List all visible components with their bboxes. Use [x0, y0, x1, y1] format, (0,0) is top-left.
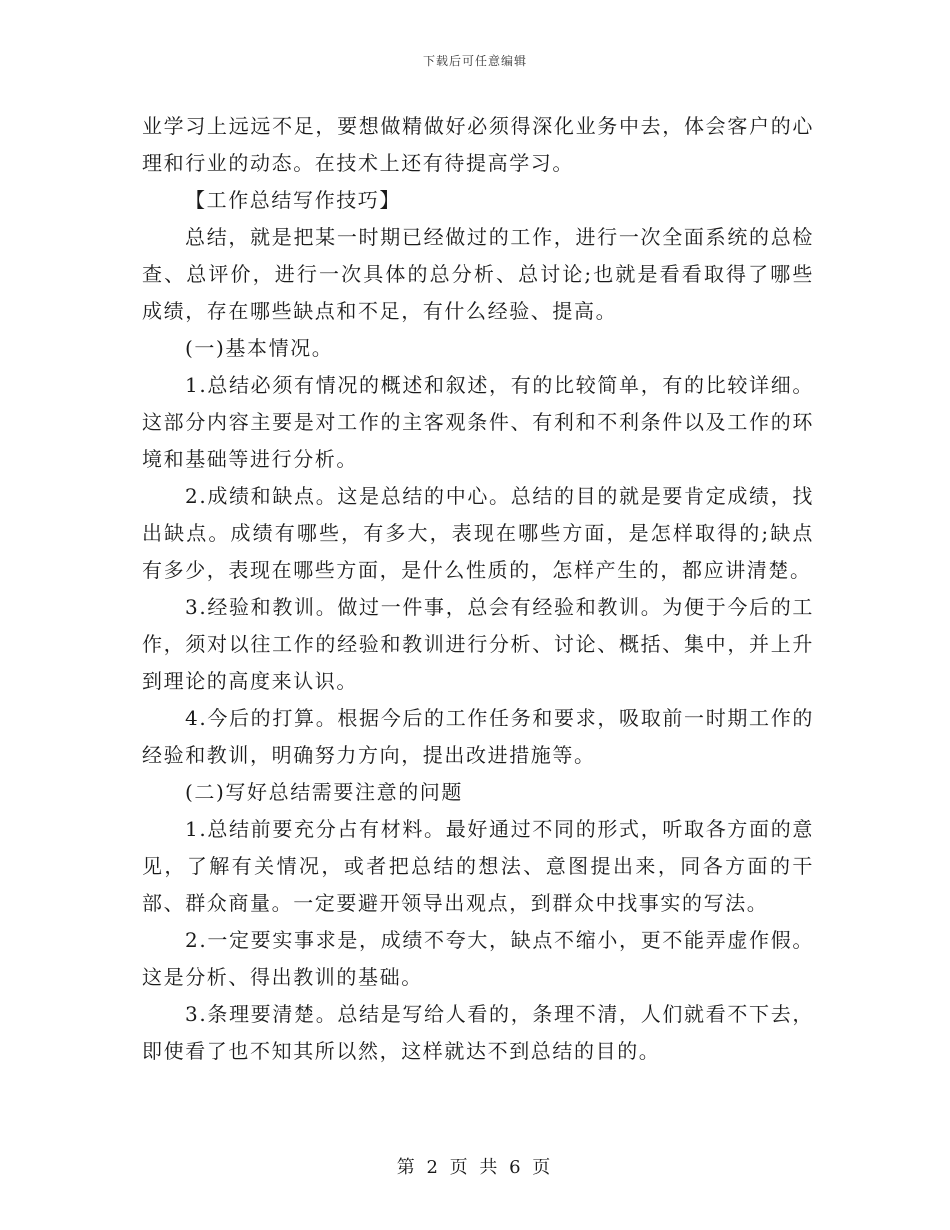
- list-item-1: 1.总结必须有情况的概述和叙述，有的比较简单，有的比较详细。这部分内容主要是对工作的主客观条件、有利和不利条件以及工作的环境和基础等进行分析。: [142, 373, 814, 471]
- notes-item-3: 3.条理要清楚。总结是写给人看的，条理不清，人们就看不下去，即使看了也不知其所以然，这样就达不到总结的目的。: [142, 1002, 814, 1063]
- list-item-2: 2.成绩和缺点。这是总结的中心。总结的目的就是要肯定成绩，找出缺点。成绩有哪些，有多大，表现在哪些方面，是怎样取得的;缺点有多少，表现在哪些方面，是什么性质的，怎样产生的，都应讲清楚。: [142, 484, 814, 582]
- subheading-basic-situation: (一)基本情况。: [185, 336, 334, 360]
- paragraph-definition: 总结，就是把某一时期已经做过的工作，进行一次全面系统的总检查、总评价，进行一次具体的总分析、总讨论;也就是看看取得了哪些成绩，存在哪些缺点和不足，有什么经验、提高。: [142, 225, 814, 323]
- section-heading-writing-tips: 【工作总结写作技巧】: [185, 188, 401, 212]
- paragraph-1: 业学习上远远不足，要想做精做好必须得深化业务中去，体会客户的心理和行业的动态。在技术上还有待提高学习。: [142, 114, 814, 175]
- page-header: 下载后可任意编辑: [422, 54, 527, 68]
- notes-item-1: 1.总结前要充分占有材料。最好通过不同的形式，听取各方面的意见，了解有关情况，或者把总结的想法、意图提出来，同各方面的干部、群众商量。一定要避开领导出观点，到群众中找事实的写法。: [142, 817, 814, 915]
- list-item-3: 3.经验和教训。做过一件事，总会有经验和教训。为便于今后的工作，须对以往工作的经验和教训进行分析、讨论、概括、集中，并上升到理论的高度来认识。: [142, 595, 814, 693]
- document-body: [142, 108, 814, 1070]
- subheading-notes: (二)写好总结需要注意的问题: [185, 780, 464, 804]
- list-item-4: 4.今后的打算。根据今后的工作任务和要求，吸取前一时期工作的经验和教训，明确努力方向，提出改进措施等。: [142, 706, 814, 767]
- notes-item-2: 2.一定要实事求是，成绩不夸大，缺点不缩小，更不能弄虚作假。这是分析、得出教训的基础。: [142, 928, 814, 989]
- page-number-footer: 第 2 页 共 6 页: [396, 1157, 554, 1178]
